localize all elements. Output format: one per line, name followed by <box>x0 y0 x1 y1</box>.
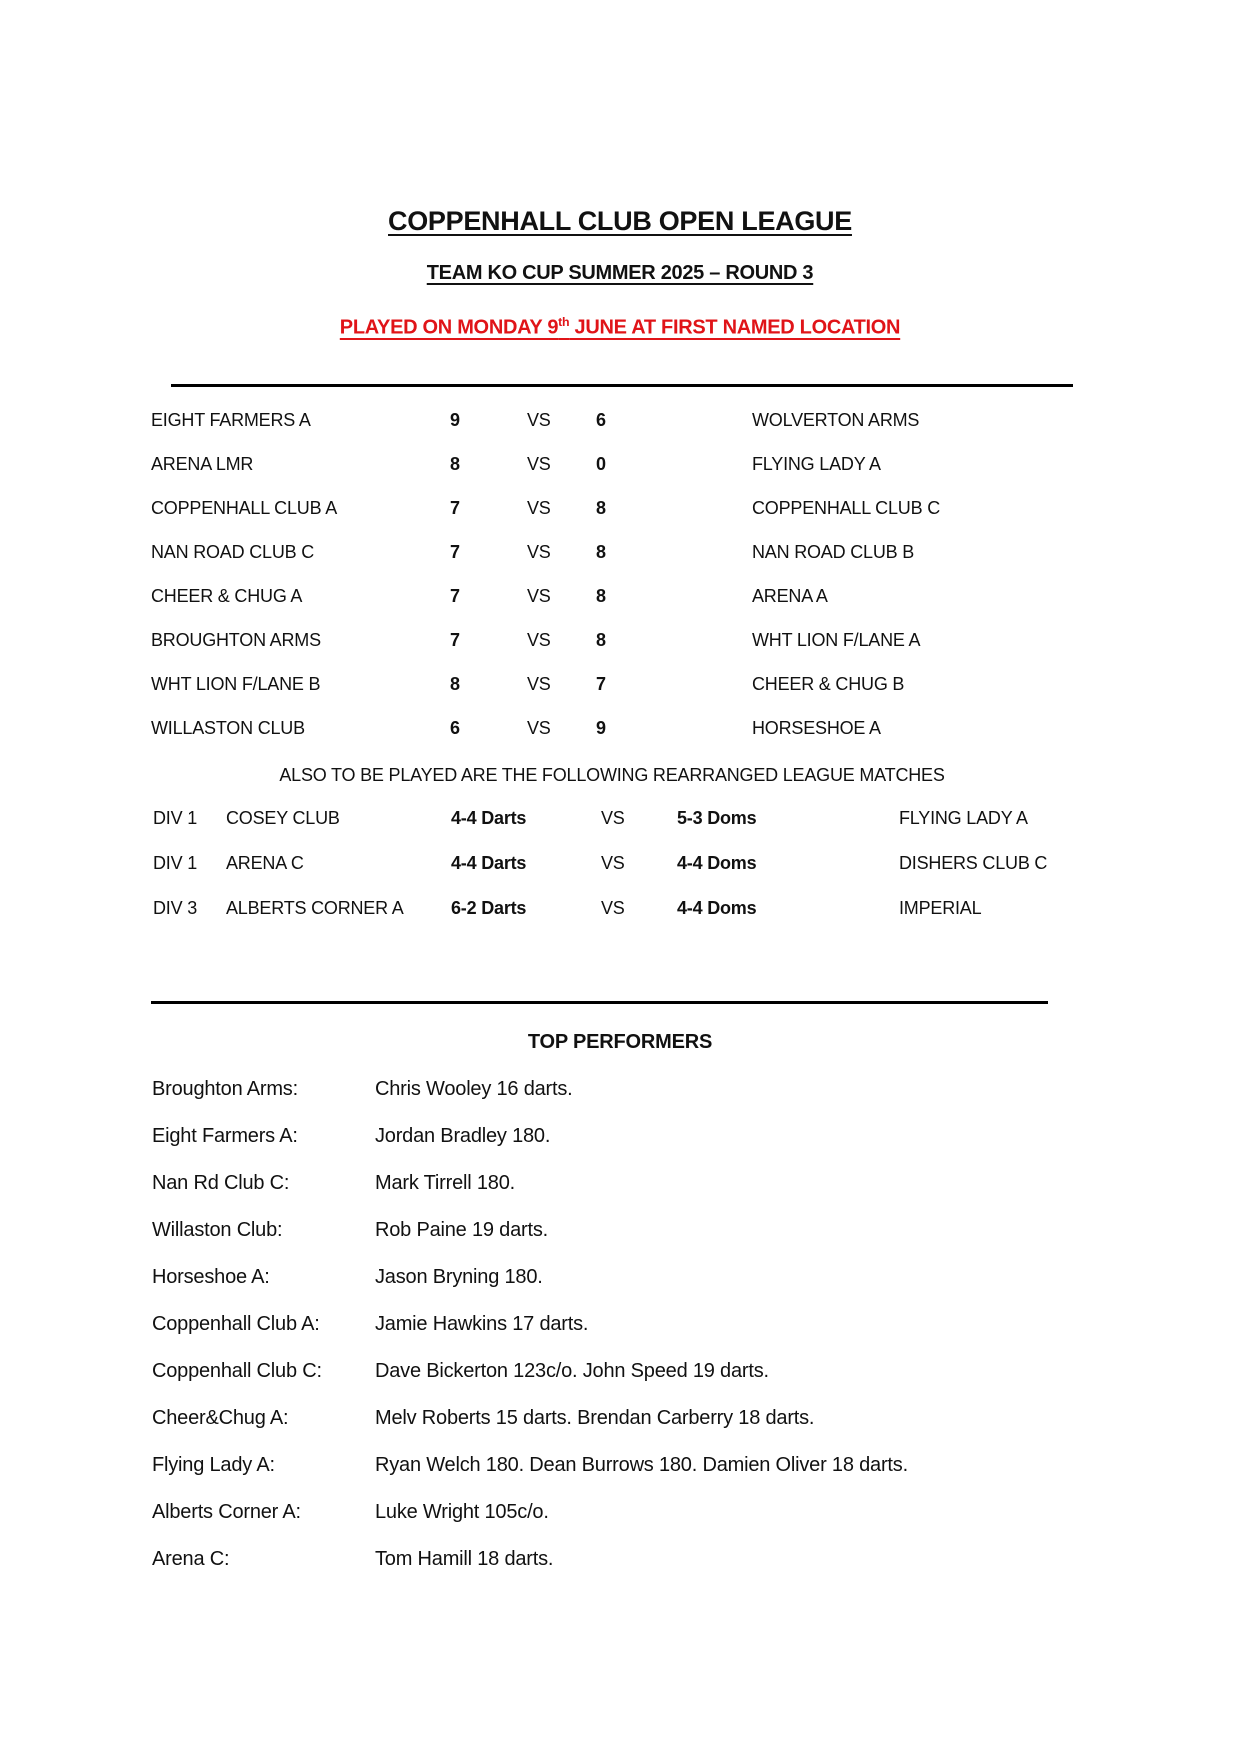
rearranged-table <box>153 796 1240 931</box>
match-row <box>151 619 1240 663</box>
home-team-name: WILLASTON CLUB <box>151 718 305 739</box>
darts-score: 4-4 Darts <box>451 807 527 828</box>
home-team-name: COPPENHALL CLUB A <box>151 498 338 519</box>
vs-label: VS <box>601 897 625 918</box>
performer-detail: Ryan Welch 180. Dean Burrows 180. Damien Oliver 18 darts. <box>375 1453 908 1476</box>
performer-detail: Dave Bickerton 123c/o. John Speed 19 darts. <box>375 1359 769 1382</box>
match-row <box>151 487 1240 531</box>
home-team-name: ALBERTS CORNER A <box>226 897 404 918</box>
home-score: 7 <box>450 498 460 519</box>
vs-label: VS <box>527 586 551 607</box>
match-row <box>151 399 1240 443</box>
top-performers-heading: TOP PERFORMERS <box>527 1030 713 1053</box>
performer-team: Nan Rd Club C: <box>152 1171 290 1194</box>
away-team-name: NAN ROAD CLUB B <box>752 542 915 563</box>
performer-team: Coppenhall Club A: <box>152 1312 320 1335</box>
home-team-name: ARENA C <box>226 852 304 873</box>
vs-label: VS <box>527 674 551 695</box>
vs-label: VS <box>601 852 625 873</box>
away-score: 7 <box>596 674 606 695</box>
away-team-name: WHT LION F/LANE A <box>752 630 921 651</box>
performer-row <box>152 1301 1240 1348</box>
vs-label: VS <box>527 718 551 739</box>
performer-team: Coppenhall Club C: <box>152 1359 322 1382</box>
match-row <box>151 531 1240 575</box>
performer-row <box>152 1066 1240 1113</box>
performer-team: Flying Lady A: <box>152 1453 275 1476</box>
away-score: 8 <box>596 586 606 607</box>
home-score: 6 <box>450 718 460 739</box>
performer-team: Willaston Club: <box>152 1218 283 1241</box>
page-title: COPPENHALL CLUB OPEN LEAGUE <box>388 206 852 236</box>
bottom-divider-line <box>151 1001 1048 1004</box>
performer-team: Broughton Arms: <box>152 1077 298 1100</box>
performer-detail: Chris Wooley 16 darts. <box>375 1077 573 1100</box>
vs-label: VS <box>527 498 551 519</box>
performer-detail: Jamie Hawkins 17 darts. <box>375 1312 589 1335</box>
away-team-name: COPPENHALL CLUB C <box>752 498 940 519</box>
performer-row <box>152 1207 1240 1254</box>
away-team-name: HORSESHOE A <box>752 718 881 739</box>
doms-score: 4-4 Doms <box>677 897 757 918</box>
home-team-name: CHEER & CHUG A <box>151 586 303 607</box>
home-score: 7 <box>450 630 460 651</box>
division-label: DIV 3 <box>153 897 198 918</box>
performer-detail: Jason Bryning 180. <box>375 1265 543 1288</box>
home-team-name: WHT LION F/LANE B <box>151 674 321 695</box>
away-score: 0 <box>596 454 606 475</box>
vs-label: VS <box>527 630 551 651</box>
played-notice-suffix: JUNE AT FIRST NAMED LOCATION <box>569 316 901 339</box>
home-score: 7 <box>450 542 460 563</box>
top-divider-line <box>171 384 1073 387</box>
performer-detail: Tom Hamill 18 darts. <box>375 1547 554 1570</box>
rearranged-heading: ALSO TO BE PLAYED ARE THE FOLLOWING REARRANGED LEAGUE MATCHES <box>279 764 945 785</box>
home-score: 9 <box>450 410 460 431</box>
played-notice-superscript: th <box>558 315 570 329</box>
performer-row <box>152 1113 1240 1160</box>
rearranged-row <box>153 796 1240 841</box>
home-team-name: NAN ROAD CLUB C <box>151 542 315 563</box>
away-score: 8 <box>596 630 606 651</box>
home-score: 7 <box>450 586 460 607</box>
home-score: 8 <box>450 674 460 695</box>
cup-subtitle: TEAM KO CUP SUMMER 2025 – ROUND 3 <box>426 262 814 284</box>
away-team-name: WOLVERTON ARMS <box>752 410 920 431</box>
performer-detail: Rob Paine 19 darts. <box>375 1218 548 1241</box>
vs-label: VS <box>527 410 551 431</box>
performer-row <box>152 1442 1240 1489</box>
vs-label: VS <box>527 542 551 563</box>
performer-detail: Mark Tirrell 180. <box>375 1171 515 1194</box>
performer-team: Eight Farmers A: <box>152 1124 298 1147</box>
home-team-name: ARENA LMR <box>151 454 254 475</box>
home-team-name: EIGHT FARMERS A <box>151 410 311 431</box>
performer-row <box>152 1348 1240 1395</box>
performer-team: Cheer&Chug A: <box>152 1406 289 1429</box>
performer-detail: Melv Roberts 15 darts. Brendan Carberry 18 darts. <box>375 1406 815 1429</box>
match-row <box>151 663 1240 707</box>
played-notice <box>0 310 1240 340</box>
away-team-name: FLYING LADY A <box>899 807 1028 828</box>
match-row <box>151 707 1240 751</box>
performer-team: Alberts Corner A: <box>152 1500 301 1523</box>
away-team-name: ARENA A <box>752 586 828 607</box>
division-label: DIV 1 <box>153 852 198 873</box>
performer-row <box>152 1489 1240 1536</box>
match-row <box>151 443 1240 487</box>
away-team-name: CHEER & CHUG B <box>752 674 905 695</box>
away-score: 6 <box>596 410 606 431</box>
vs-label: VS <box>527 454 551 475</box>
match-row <box>151 575 1240 619</box>
played-notice-prefix: PLAYED ON MONDAY 9 <box>339 316 559 339</box>
performer-row <box>152 1160 1240 1207</box>
top-performers-list <box>152 1066 1240 1583</box>
away-score: 8 <box>596 498 606 519</box>
away-team-name: IMPERIAL <box>899 897 982 918</box>
rearranged-row <box>153 886 1240 931</box>
performer-detail: Jordan Bradley 180. <box>375 1124 551 1147</box>
performer-row <box>152 1395 1240 1442</box>
home-score: 8 <box>450 454 460 475</box>
doms-score: 4-4 Doms <box>677 852 757 873</box>
darts-score: 4-4 Darts <box>451 852 527 873</box>
division-label: DIV 1 <box>153 807 198 828</box>
cup-results-table <box>151 399 1240 751</box>
doms-score: 5-3 Doms <box>677 807 757 828</box>
away-team-name: DISHERS CLUB C <box>899 852 1048 873</box>
away-score: 9 <box>596 718 606 739</box>
away-score: 8 <box>596 542 606 563</box>
rearranged-row <box>153 841 1240 886</box>
performer-row <box>152 1536 1240 1583</box>
performer-team: Arena C: <box>152 1547 230 1570</box>
home-team-name: BROUGHTON ARMS <box>151 630 321 651</box>
performer-row <box>152 1254 1240 1301</box>
performer-team: Horseshoe A: <box>152 1265 270 1288</box>
vs-label: VS <box>601 807 625 828</box>
performer-detail: Luke Wright 105c/o. <box>375 1500 549 1523</box>
home-team-name: COSEY CLUB <box>226 807 340 828</box>
away-team-name: FLYING LADY A <box>752 454 881 475</box>
darts-score: 6-2 Darts <box>451 897 527 918</box>
